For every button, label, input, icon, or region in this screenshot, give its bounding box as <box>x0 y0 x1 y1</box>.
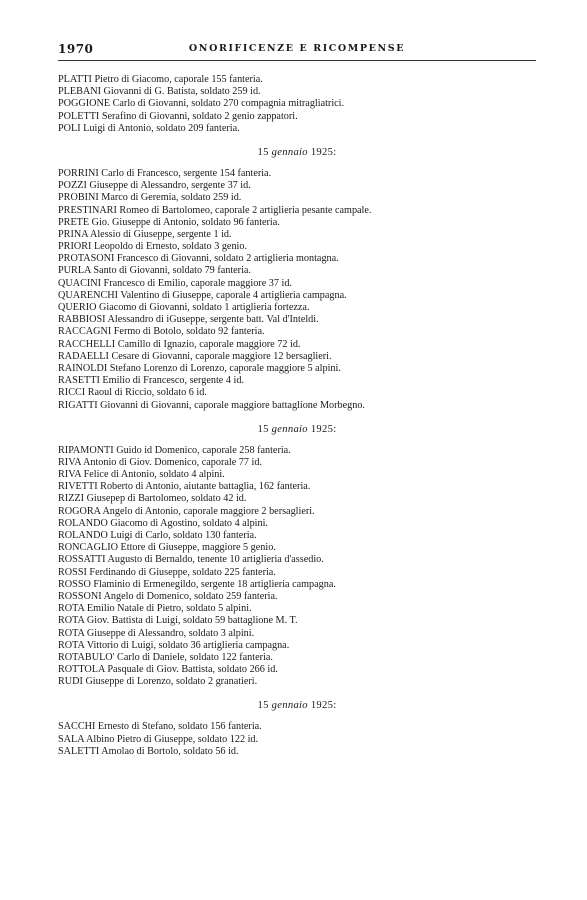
honoree-entry: RIVA Felice di Antonio, soldato 4 alpini. <box>58 469 225 481</box>
honoree-entry: ROTA Giov. Battista di Luigi, soldato 59 battaglione M. T. <box>58 615 298 627</box>
honors-section <box>58 74 536 135</box>
honoree-entry: RIVA Antonio di Giov. Domenico, caporale 77 id. <box>58 456 263 468</box>
honoree-entry: PROTASONI Francesco di Giovanni, soldato 2 artiglieria montagna. <box>58 253 339 265</box>
section-date-heading: 15 gennaio 1925: <box>257 423 337 435</box>
honoree-entry: RIVETTI Roberto di Antonio, aiutante battaglia, 162 fanteria. <box>58 481 311 493</box>
honoree-entry: RACCAGNI Fermo di Botolo, soldato 92 fanteria. <box>58 326 265 338</box>
honoree-entry: POLETTI Serafino di Giovanni, soldato 2 genio zappatori. <box>58 110 298 122</box>
honoree-entry: PURLA Santo di Giovanni, soldato 79 fanteria. <box>58 265 251 277</box>
honoree-entry: ROTABULO' Carlo di Daniele, soldato 122 fanteria. <box>58 651 273 663</box>
honoree-entry: PRINA Alessio di Giuseppe, sergente 1 id. <box>58 228 232 240</box>
honoree-entry: QUERIO Giacomo di Giovanni, soldato 1 artiglieria fortezza. <box>58 302 310 313</box>
honoree-entry: SALA Albino Pietro di Giuseppe, soldato 122 id. <box>58 733 259 745</box>
honoree-entry: PRIORI Leopoldo di Ernesto, soldato 3 genio. <box>58 241 248 253</box>
honoree-entry: ROTTOLA Pasquale di Giov. Battista, soldato 266 id. <box>58 664 278 676</box>
page-header <box>58 42 536 60</box>
honoree-entry: ROGORA Angelo di Antonio, caporale maggiore 2 bersaglieri. <box>58 505 315 517</box>
honoree-entry: RIGATTI Giovanni di Giovanni, caporale maggiore battaglione Morbegno. <box>58 399 365 411</box>
header-rule <box>58 60 536 61</box>
honoree-entry: ROLANDO Giacomo di Agostino, soldato 4 alpini. <box>58 517 268 529</box>
honoree-entry: PRETE Gio. Giuseppe di Antonio, soldato 96 fanteria. <box>58 216 280 228</box>
honoree-entry: RACCHELLI Camillo di Ignazio, caporale maggiore 72 id. <box>58 338 301 350</box>
honoree-entry: POZZI Giuseppe di Alessandro, sergente 37 id. <box>58 180 251 192</box>
honoree-entry: POGGIONE Carlo di Giovanni, soldato 270 compagnia mitragliatrici. <box>58 98 345 110</box>
honoree-entry: RASETTI Emilio di Francesco, sergente 4 id. <box>58 375 244 387</box>
honoree-entry: PORRINI Carlo di Francesco, sergente 154 fanteria. <box>58 167 272 179</box>
document-body <box>58 74 536 758</box>
honors-section <box>58 145 536 412</box>
honoree-entry: RONCAGLIO Ettore di Giuseppe, maggiore 5 genio. <box>58 542 276 554</box>
honoree-entry: PLEBANI Giovanni di G. Batista, soldato 259 id. <box>58 86 261 98</box>
honoree-entry: QUARENCHI Valentino di Giuseppe, caporale 4 artiglieria campagna. <box>58 289 347 301</box>
honoree-entry: PLATTI Pietro di Giacomo, caporale 155 fanteria. <box>58 74 263 85</box>
honoree-entry: RIZZI Giusepep di Bartolomeo, soldato 42 id. <box>58 493 247 505</box>
honoree-entry: ROTA Giuseppe di Alessandro, soldato 3 alpini. <box>58 627 255 639</box>
honors-section <box>58 698 536 758</box>
honoree-entry: ROSSATTI Augusto di Bernaldo, tenente 10 artiglieria d'assedio. <box>58 554 324 566</box>
honoree-entry: RIPAMONTI Guido id Domenico, caporale 258 fanteria. <box>58 444 291 456</box>
honoree-entry: RUDI Giuseppe di Lorenzo, soldato 2 granatieri. <box>58 676 258 688</box>
honoree-entry: SACCHI Ernesto di Stefano, soldato 156 fanteria. <box>58 721 262 733</box>
honoree-entry: ROSSONI Angelo di Domenico, soldato 259 fanteria. <box>58 590 278 602</box>
section-date-heading: 15 gennaio 1925: <box>257 146 337 158</box>
honors-section <box>58 422 536 689</box>
honoree-entry: RAINOLDI Stefano Lorenzo di Lorenzo, caporale maggiore 5 alpini. <box>58 362 341 374</box>
honoree-entry: ROTA Vittorio di Luigi, soldato 36 artiglieria campagna. <box>58 639 290 651</box>
honoree-entry: PRESTINARI Romeo di Bartolomeo, caporale 2 artiglieria pesante campale. <box>58 204 372 216</box>
honoree-entry: ROTA Emilio Natale di Pietro, soldato 5 alpini. <box>58 603 252 615</box>
honoree-entry: ROSSO Flaminio di Ermenegildo, sergente 18 artiglieria campagna. <box>58 578 336 590</box>
honoree-entry: POLI Luigi di Antonio, soldato 209 fanteria. <box>58 122 240 134</box>
honoree-entry: QUACINI Francesco di Emilio, caporale maggiore 37 id. <box>58 277 292 289</box>
honoree-entry: SALETTI Amolao di Bortolo, soldato 56 id. <box>58 745 239 757</box>
honoree-entry: RABBIOSI Alessandro di iGuseppe, sergente batt. Val d'Inteldi. <box>58 314 319 326</box>
page-number: 1970 <box>58 42 94 56</box>
honoree-entry: ROLANDO Luigi di Carlo, soldato 130 fanteria. <box>58 530 257 541</box>
honoree-entry: PROBINI Marco di Geremia, soldato 259 id. <box>58 192 242 204</box>
honoree-entry: ROSSI Ferdinando di Giuseppe, soldato 225 fanteria. <box>58 566 276 578</box>
honoree-entry: RICCI Raoul di Riccio, soldato 6 id. <box>58 387 207 399</box>
section-date-heading: 15 gennaio 1925: <box>257 700 337 712</box>
honoree-entry: RADAELLI Cesare di Giovanni, caporale maggiore 12 bersaglieri. <box>58 350 332 362</box>
running-title: ONORIFICENZE E RICOMPENSE <box>188 43 406 54</box>
